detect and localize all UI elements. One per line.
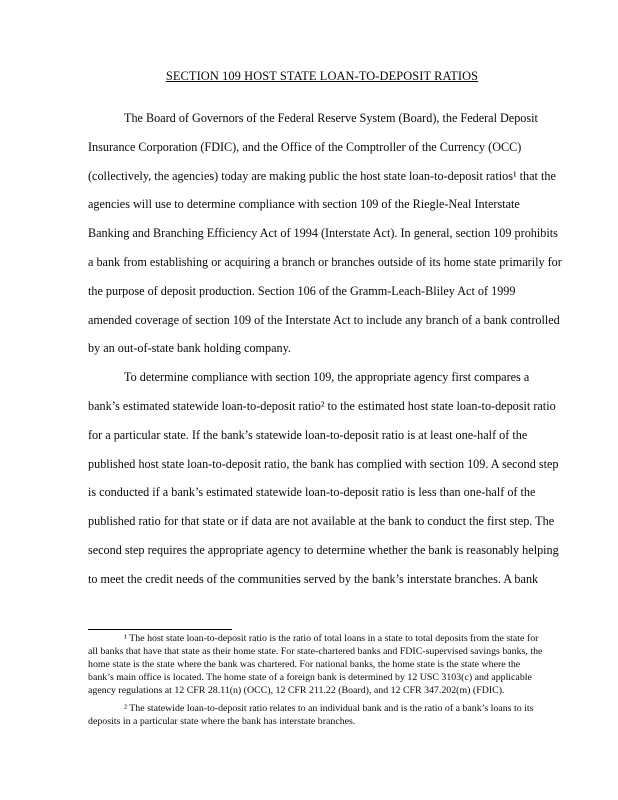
- document-body: [88, 104, 562, 594]
- footnote-line: home state is the state where the bank was chartered. For national banks, the home state is the state where the: [88, 658, 521, 670]
- footnote-line: all banks that have that state as their home state. For state-chartered banks and FDIC-supervised savings banks, the: [88, 645, 543, 657]
- body-line: to meet the credit needs of the communities served by the bank’s interstate branches. A bank: [88, 571, 539, 586]
- body-line: for a particular state. If the bank’s statewide loan-to-deposit ratio is at least one-half of the: [88, 427, 528, 442]
- footnote-line: deposits in a particular state where the bank has interstate branches.: [88, 716, 356, 728]
- footnote-line: bank’s main office is located. The home state of a foreign bank is determined by 12 USC 3103(c) and applicable: [88, 671, 532, 683]
- body-line: published host state loan-to-deposit ratio, the bank has complied with section 109. A second step: [88, 456, 559, 471]
- body-line: the purpose of deposit production. Section 106 of the Gramm-Leach-Bliley Act of 1999: [88, 283, 516, 298]
- page-title: SECTION 109 HOST STATE LOAN-TO-DEPOSIT RATIOS: [165, 69, 479, 83]
- paragraph-1: [88, 104, 562, 363]
- body-line: second step requires the appropriate agency to determine whether the bank is reasonably helping: [88, 542, 559, 557]
- body-line: Banking and Branching Efficiency Act of 1994 (Interstate Act). In general, section 109 prohibits: [88, 226, 558, 241]
- body-line: is conducted if a bank’s estimated statewide loan-to-deposit ratio is less than one-half of the: [88, 485, 536, 500]
- footnote-line: ¹ The host state loan-to-deposit ratio is the ratio of total loans in a state to total deposits from the state for: [124, 633, 539, 644]
- body-line: The Board of Governors of the Federal Reserve System (Board), the Federal Deposit: [124, 111, 538, 125]
- footnote-line: agency regulations at 12 CFR 28.11(n) (OCC), 12 CFR 211.22 (Board), and 12 CFR 347.202(m) (FDIC).: [88, 684, 505, 696]
- body-line: To determine compliance with section 109, the appropriate agency first compares a: [124, 370, 530, 385]
- footnote-line: ² The statewide loan-to-deposit ratio relates to an individual bank and is the ratio of a bank’s loans to its: [124, 703, 534, 715]
- body-line: Insurance Corporation (FDIC), and the Office of the Comptroller of the Currency (OCC): [88, 139, 522, 154]
- footnote-2: [88, 703, 558, 729]
- footnote-1: [88, 633, 558, 697]
- body-line: bank’s estimated statewide loan-to-deposit ratio² to the estimated host state loan-to-deposit ratio: [88, 398, 556, 413]
- body-line: published ratio for that state or if data are not available at the bank to conduct the first step. The: [88, 514, 555, 529]
- body-line: (collectively, the agencies) today are making public the host state loan-to-deposit ratios¹ that the: [88, 168, 556, 183]
- footnotes-section: [88, 633, 558, 729]
- body-line: amended coverage of section 109 of the Interstate Act to include any branch of a bank controlled: [88, 312, 560, 327]
- body-line: by an out-of-state bank holding company.: [88, 341, 291, 356]
- footnote-separator: [88, 629, 232, 630]
- body-line: agencies will use to determine compliance with section 109 of the Riegle-Neal Interstate: [88, 197, 520, 212]
- body-line: a bank from establishing or acquiring a branch or branches outside of its home state primarily for: [88, 254, 562, 269]
- paragraph-2: [88, 363, 558, 593]
